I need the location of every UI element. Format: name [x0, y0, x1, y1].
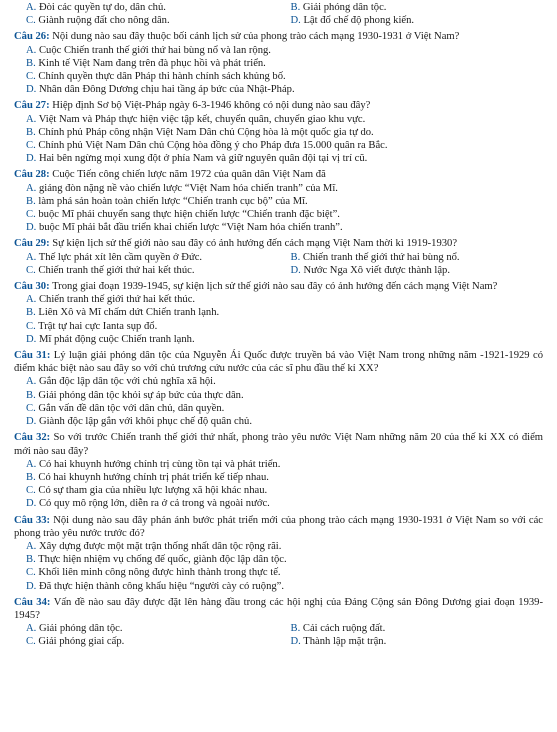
question-text: Câu 34: Vấn đề nào sau đây được đặt lên hàng đầu trong các hội nghị của Đảng Cộng sản Đông Dương giai đoạn 1939-1945?: [14, 596, 543, 621]
option-d: D. Lật đổ chế độ phong kiến.: [290, 15, 415, 27]
option-c: C. Chiến tranh thế giới thứ hai kết thúc.: [26, 264, 195, 276]
options-row-2: [14, 635, 543, 648]
question-text: Câu 26: Nội dung nào sau đây thuộc bối cảnh lịch sử của phong trào cách mạng 1930-1931 ở Việt Nam?: [14, 31, 460, 43]
option-d: D. Đã thực hiện thành công khẩu hiệu “người cày có ruộng”.: [26, 580, 285, 592]
question-text: Câu 31: Lý luận giải phóng dân tộc của Nguyễn Ái Quốc được truyền bá vào Việt Nam trong những năm -1921-1929 có điểm khác biệt nào sau đây so với chủ trương cứu nước của các sĩ phu đầu thế kỉ XX?: [14, 350, 544, 375]
question-27: [14, 99, 543, 165]
question-33: [14, 514, 543, 593]
option-c: C. Giải phóng giai cấp.: [26, 636, 125, 648]
option-b: B. làm phá sản hoàn toàn chiến lược “Chiến tranh cục bộ” của Mĩ.: [26, 195, 308, 207]
option-d: D. Mĩ phát động cuộc Chiến tranh lạnh.: [26, 333, 195, 345]
question-30: [14, 280, 543, 346]
option-d: D. Giành độc lập gắn với khôi phục chế độ quân chủ.: [26, 416, 252, 428]
question-26: [14, 30, 543, 96]
options-row-1: [14, 622, 543, 635]
option-b: B. Chiến tranh thế giới thứ hai bùng nổ.: [290, 251, 460, 263]
option-b: B. Liên Xô và Mĩ chấm dứt Chiến tranh lạnh.: [26, 307, 220, 319]
option-c: C. Khối liên minh công nông được hình thành trong thực tế.: [26, 567, 281, 579]
options-row-1: [14, 251, 543, 264]
option-b: B. Có hai khuynh hướng chính trị phát triển kế tiếp nhau.: [26, 471, 269, 483]
question-text: Câu 32: So với trước Chiến tranh thế giới thứ nhất, phong trào yêu nước Việt Nam những năm 20 của thế kỉ XX có điểm mới nào sau đây?: [14, 432, 544, 457]
question-text: Câu 30: Trong giai đoạn 1939-1945, sự kiện lịch sử thế giới nào sau đây có ảnh hưởng đến cách mạng Việt Nam?: [14, 281, 498, 293]
option-d: D. Nhân dân Đông Dương chịu hai tầng áp bức của Nhật-Pháp.: [26, 84, 295, 96]
question-31: [14, 349, 543, 428]
option-c: C. Trật tự hai cực Ianta sụp đổ.: [26, 320, 158, 332]
question-28: [14, 168, 543, 234]
option-d: D. Nước Nga Xô viết được thành lập.: [290, 264, 450, 276]
option-b: B. Chính phủ Pháp công nhận Việt Nam Dân chủ Cộng hòa là một quốc gia tự do.: [26, 126, 374, 138]
question-text: Câu 27: Hiệp định Sơ bộ Việt-Pháp ngày 6-3-1946 không có nội dung nào sau đây?: [14, 100, 371, 112]
option-b: B. Kinh tế Việt Nam đang trên đà phục hồi và phát triển.: [26, 57, 266, 69]
option-a: A. Đòi các quyền tự do, dân chủ.: [26, 2, 166, 13]
top-options-row-2: [14, 14, 543, 27]
option-c: C. Có sự tham gia của nhiều lực lượng xã hội khác nhau.: [26, 485, 268, 497]
option-a: A. Thế lực phát xít lên cầm quyền ở Đức.: [26, 251, 203, 263]
option-c: C. buộc Mĩ phải chuyển sang thực hiện chiến lược “Chiến tranh đặc biệt”.: [26, 209, 340, 221]
options-row-2: [14, 264, 543, 277]
option-b: B. Cải cách ruộng đất.: [290, 623, 386, 635]
option-a: A. Gắn độc lập dân tộc với chủ nghĩa xã hội.: [26, 376, 216, 388]
option-d: D. Có quy mô rộng lớn, diễn ra ở cả trong và ngoài nước.: [26, 498, 270, 510]
option-d: D. Thành lập mặt trận.: [290, 636, 387, 648]
option-b: B. Giải phóng dân tộc khỏi sự áp bức của thực dân.: [26, 389, 244, 401]
top-options-row-1: [14, 1, 543, 14]
option-a: A. Chiến tranh thế giới thứ hai kết thúc.: [26, 294, 196, 306]
option-b: B. Giải phóng dân tộc.: [290, 2, 387, 13]
option-d: D. Hai bên ngừng mọi xung đột ở phía Nam và giữ nguyên quân đội tại vị trí cũ.: [26, 153, 368, 165]
option-b: B. Thực hiện nhiệm vụ chống đế quốc, giành độc lập dân tộc.: [26, 554, 287, 566]
option-c: C. Chính quyền thực dân Pháp thi hành chính sách khủng bố.: [26, 71, 286, 83]
option-a: A. Việt Nam và Pháp thực hiện việc tập kết, chuyển quân, chuyển giao khu vực.: [26, 113, 366, 125]
question-text: Câu 29: Sự kiện lịch sử thế giới nào sau đây có ảnh hưởng đến cách mạng Việt Nam thời kì 1919-1930?: [14, 238, 458, 250]
question-29: [14, 237, 543, 277]
option-c: C. Gắn vấn đề dân tộc với dân chủ, dân quyền.: [26, 402, 225, 414]
question-text: Câu 33: Nội dung nào sau đây phản ánh bước phát triển mới của phong trào cách mạng 1930-1931 ở Việt Nam so với các phong trào yêu nước trước đó?: [14, 514, 544, 539]
option-c: C. Giành ruộng đất cho nông dân.: [26, 15, 170, 27]
option-a: A. Xây dựng được một mặt trận thống nhất dân tộc rộng rãi.: [26, 540, 282, 552]
option-a: A. giáng đòn nặng nề vào chiến lược “Việt Nam hóa chiến tranh” của Mĩ.: [26, 182, 338, 194]
question-34: [14, 596, 543, 649]
question-text: Câu 28: Cuộc Tiến công chiến lược năm 1972 của quân dân Việt Nam đã: [14, 169, 326, 181]
option-d: D. buộc Mĩ phải bắt đầu triển khai chiến lược “Việt Nam hóa chiến tranh”.: [26, 222, 343, 234]
option-a: A. Giải phóng dân tộc.: [26, 623, 123, 635]
option-c: C. Chính phủ Việt Nam Dân chủ Cộng hòa đồng ý cho Pháp đưa 15.000 quân ra Bắc.: [26, 140, 388, 152]
question-32: [14, 431, 543, 510]
option-a: A. Có hai khuynh hướng chính trị cùng tồn tại và phát triển.: [26, 458, 281, 470]
option-a: A. Cuộc Chiến tranh thế giới thứ hai bùng nổ và lan rộng.: [26, 44, 271, 56]
